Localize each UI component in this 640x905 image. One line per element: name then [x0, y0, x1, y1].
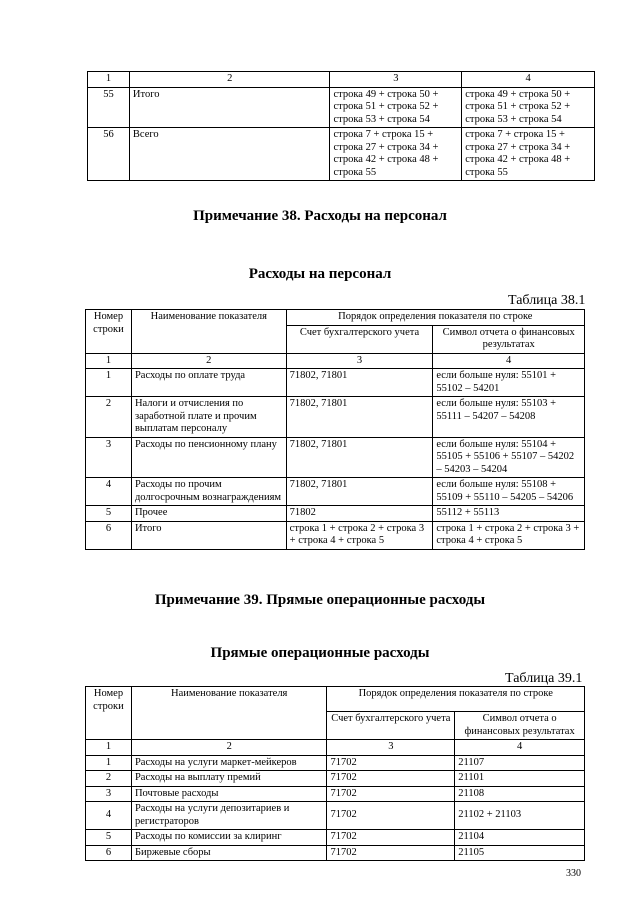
row-symbol: 21107: [455, 755, 585, 771]
row-account: строка 1 + строка 2 + строка 3 + строка 4 + строка 5: [286, 521, 433, 549]
row-number: 5: [86, 506, 132, 522]
row-number: 5: [86, 830, 132, 846]
table-38-1: [85, 309, 585, 550]
row-account: строка 49 + строка 50 + строка 51 + строка 52 + строка 53 + строка 54: [330, 87, 462, 128]
col-num: 4: [455, 740, 585, 756]
row-account: 71802: [286, 506, 433, 522]
row-account: 71802, 71801: [286, 369, 433, 397]
col-num: 3: [327, 740, 455, 756]
row-number: 2: [86, 397, 132, 438]
row-number: 6: [86, 845, 132, 861]
note-39-subheading: Прямые операционные расходы: [210, 645, 430, 661]
col-num: 4: [462, 72, 595, 88]
row-account: 71802, 71801: [286, 437, 433, 478]
row-symbol: если больше нуля: 55101 + 55102 – 54201: [433, 369, 585, 397]
header-row-number: Номер строки: [86, 310, 132, 354]
row-name: Почтовые расходы: [131, 786, 327, 802]
continuation-table: [87, 71, 595, 181]
table-row: [86, 830, 585, 846]
row-account: 71702: [327, 830, 455, 846]
row-number: 55: [88, 87, 130, 128]
row-symbol: строка 49 + строка 50 + строка 51 + строка 52 + строка 53 + строка 54: [462, 87, 595, 128]
header-order: Порядок определения показателя по строке: [327, 687, 585, 712]
table-39-label: Таблица 39.1: [505, 671, 583, 686]
row-symbol: 21105: [455, 845, 585, 861]
row-number: 1: [86, 369, 132, 397]
header-indicator-name: Наименование показателя: [131, 310, 286, 354]
row-account: 71702: [327, 771, 455, 787]
table-row: [86, 845, 585, 861]
col-num: 2: [131, 353, 286, 369]
col-num: 1: [86, 353, 132, 369]
row-name: Расходы по комиссии за клиринг: [131, 830, 327, 846]
header-account: Счет бухгалтерского учета: [286, 325, 433, 353]
note-38-subheading: Расходы на персонал: [248, 266, 392, 282]
table-header-row: [86, 687, 585, 712]
row-account: 71702: [327, 845, 455, 861]
row-symbol: 21108: [455, 786, 585, 802]
row-number: 2: [86, 771, 132, 787]
row-symbol: строка 7 + строка 15 + строка 27 + строка 34 + строка 42 + строка 48 + строка 55: [462, 128, 595, 181]
col-num: 3: [286, 353, 433, 369]
table-row: [86, 521, 585, 549]
page-number: 330: [566, 868, 581, 879]
row-name: Итого: [129, 87, 330, 128]
column-number-row: [86, 353, 585, 369]
row-name: Биржевые сборы: [131, 845, 327, 861]
row-symbol: если больше нуля: 55104 + 55105 + 55106 + 55107 – 54202 – 54203 – 54204: [433, 437, 585, 478]
row-symbol: если больше нуля: 55103 + 55111 – 54207 – 54208: [433, 397, 585, 438]
note-39-heading: Примечание 39. Прямые операционные расходы: [154, 592, 486, 608]
row-name: Расходы на выплату премий: [131, 771, 327, 787]
table-row: [86, 437, 585, 478]
row-account: 71702: [327, 802, 455, 830]
row-number: 3: [86, 437, 132, 478]
row-number: 4: [86, 802, 132, 830]
row-account: строка 7 + строка 15 + строка 27 + строка 34 + строка 42 + строка 48 + строка 55: [330, 128, 462, 181]
row-account: 71702: [327, 786, 455, 802]
table-row: [86, 369, 585, 397]
table-row: [86, 771, 585, 787]
table-row: [86, 478, 585, 506]
table-38-label: Таблица 38.1: [508, 293, 586, 308]
header-order: Порядок определения показателя по строке: [286, 310, 584, 326]
column-number-row: [88, 72, 595, 88]
row-number: 3: [86, 786, 132, 802]
header-symbol: Символ отчета о финансовых результатах: [433, 325, 585, 353]
table-39-1: [85, 686, 585, 861]
col-num: 1: [86, 740, 132, 756]
header-symbol: Символ отчета о финансовых результатах: [455, 712, 585, 740]
row-name: Налоги и отчисления по заработной плате и прочим выплатам персоналу: [131, 397, 286, 438]
header-account: Счет бухгалтерского учета: [327, 712, 455, 740]
row-symbol: 21104: [455, 830, 585, 846]
table-row: [86, 397, 585, 438]
row-symbol: если больше нуля: 55108 + 55109 + 55110 – 54205 – 54206: [433, 478, 585, 506]
col-num: 4: [433, 353, 585, 369]
col-num: 2: [129, 72, 330, 88]
row-symbol: строка 1 + строка 2 + строка 3 + строка 4 + строка 5: [433, 521, 585, 549]
note-38-heading: Примечание 38. Расходы на персонал: [193, 208, 447, 224]
row-symbol: 21102 + 21103: [455, 802, 585, 830]
row-account: 71802, 71801: [286, 478, 433, 506]
column-number-row: [86, 740, 585, 756]
row-number: 4: [86, 478, 132, 506]
col-num: 3: [330, 72, 462, 88]
table-row: [88, 87, 595, 128]
row-name: Расходы на услуги депозитариев и регистраторов: [131, 802, 327, 830]
row-name: Расходы на услуги маркет-мейкеров: [131, 755, 327, 771]
col-num: 2: [131, 740, 327, 756]
col-num: 1: [88, 72, 130, 88]
table-header-row: [86, 310, 585, 326]
row-name: Итого: [131, 521, 286, 549]
header-indicator-name: Наименование показателя: [131, 687, 327, 740]
row-symbol: 21101: [455, 771, 585, 787]
table-row: [86, 755, 585, 771]
header-row-number: Номер строки: [86, 687, 132, 740]
table-row: [86, 802, 585, 830]
row-name: Прочее: [131, 506, 286, 522]
row-name: Всего: [129, 128, 330, 181]
row-name: Расходы по пенсионному плану: [131, 437, 286, 478]
row-account: 71802, 71801: [286, 397, 433, 438]
table-row: [86, 506, 585, 522]
row-symbol: 55112 + 55113: [433, 506, 585, 522]
row-number: 56: [88, 128, 130, 181]
table-row: [86, 786, 585, 802]
table-row: [88, 128, 595, 181]
row-number: 1: [86, 755, 132, 771]
row-number: 6: [86, 521, 132, 549]
row-name: Расходы по прочим долгосрочным вознаграждениям: [131, 478, 286, 506]
row-name: Расходы по оплате труда: [131, 369, 286, 397]
row-account: 71702: [327, 755, 455, 771]
